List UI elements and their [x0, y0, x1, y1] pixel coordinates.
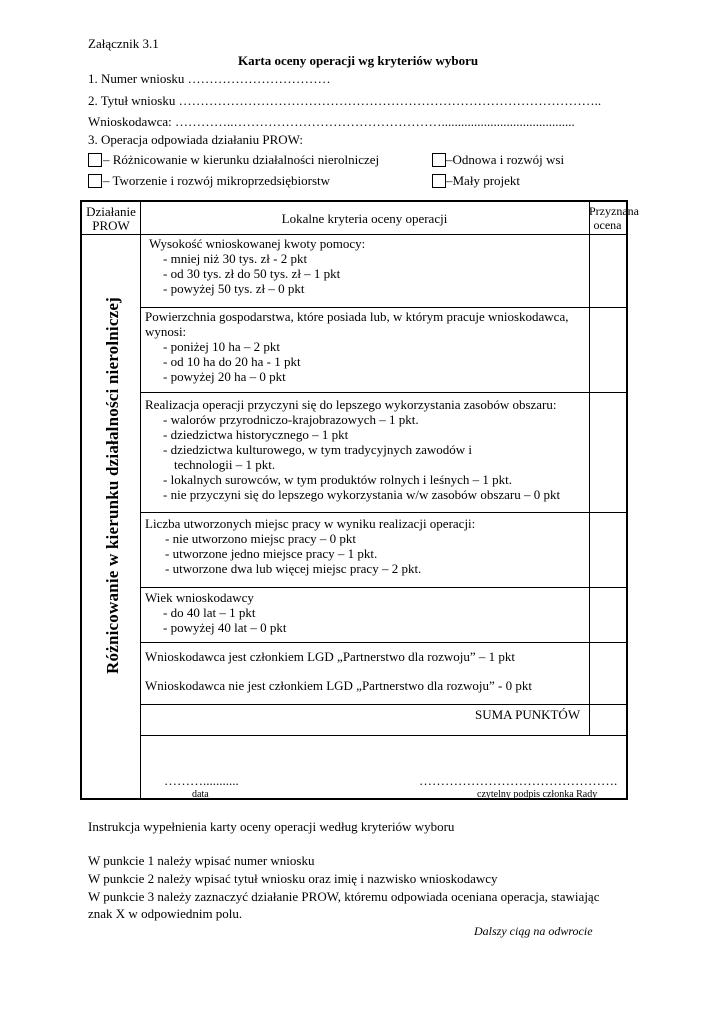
table-divider [140, 512, 626, 513]
evaluation-table [80, 200, 639, 800]
continued-note: Dalszy ciąg na odwrocie [474, 924, 593, 938]
page-title: Karta oceny operacji wg kryteriów wyboru [238, 53, 479, 68]
criterion-amount-title: Wysokość wnioskowanej kwoty pomocy: [149, 236, 366, 251]
criterion-option: - od 30 tys. zł do 50 tys. zł – 1 pkt [163, 266, 341, 281]
header-score-l1: Przyznana [589, 204, 639, 218]
criterion-area-title: Powierzchnia gospodarstwa, które posiada lub, w którym pracuje wnioskodawca, [145, 309, 569, 324]
side-label: Różnicowanie w kierunku działalności nierolniczej [102, 296, 122, 674]
criterion-option: - nie utworzono miejsc pracy – 0 pkt [165, 531, 356, 546]
request-title-line[interactable]: 2. Tytuł wniosku …………………………………………………………………………………….. [88, 93, 602, 108]
criterion-age-title: Wiek wnioskodawcy [145, 590, 254, 605]
signature-field[interactable]: ………………………………………. [419, 773, 618, 788]
criterion-option: - utworzone dwa lub więcej miejsc pracy – 2 pkt. [165, 561, 422, 576]
criterion-option: - powyżej 20 ha – 0 pkt [163, 369, 286, 384]
criterion-option: - od 10 ha do 20 ha - 1 pkt [163, 354, 301, 369]
table-divider [140, 704, 626, 705]
sum-label: SUMA PUNKTÓW [475, 707, 581, 722]
criterion-option: - dziedzictwa kulturowego, w tym tradycyjnych zawodów i [163, 442, 473, 457]
criterion-option: - utworzone jedno miejsce pracy – 1 pkt. [165, 546, 378, 561]
option-mikro-label: – Tworzenie i rozwój mikroprzedsiębiorstw [103, 173, 331, 188]
criterion-option: - walorów przyrodniczo-krajobrazowych – 1 pkt. [163, 412, 419, 427]
criterion-resources-title: Realizacja operacji przyczyni się do lepszego wykorzystania zasobów obszaru: [145, 397, 557, 412]
signature-label: czytelny podpis członka Rady [477, 789, 598, 800]
criterion-option: - do 40 lat – 1 pkt [163, 605, 256, 620]
checkbox-roznicowanie[interactable] [88, 153, 102, 167]
option-maly-projekt-label: –Mały projekt [446, 173, 521, 188]
criterion-option: - powyżej 50 tys. zł – 0 pkt [163, 281, 305, 296]
criterion-lgd-nonmember: Wnioskodawca nie jest członkiem LGD „Partnerstwo dla rozwoju” - 0 pkt [145, 678, 532, 693]
header-action-l2: PROW [92, 218, 130, 233]
request-number-line[interactable]: 1. Numer wniosku …………………………… [88, 71, 331, 86]
table-divider [140, 307, 626, 308]
checkbox-odnowa[interactable] [432, 153, 446, 167]
attachment-label: Załącznik 3.1 [88, 36, 159, 51]
table-divider [140, 587, 626, 588]
instruction-p3-cont: znak X w odpowiednim polu. [88, 906, 243, 921]
criterion-jobs-title: Liczba utworzonych miejsc pracy w wyniku realizacji operacji: [145, 516, 476, 531]
header-criteria: Lokalne kryteria oceny operacji [281, 211, 448, 226]
checkbox-mikroprzedsiebiorstwa[interactable] [88, 174, 102, 188]
criterion-option: - lokalnych surowców, w tym produktów rolnych i leśnych – 1 pkt. [163, 472, 513, 487]
option-roznicowanie-label: – Różnicowanie w kierunku działalności nierolniczej [103, 152, 380, 167]
table-divider [140, 202, 141, 798]
instructions-title: Instrukcja wypełnienia karty oceny operacji według kryteriów wyboru [88, 819, 455, 834]
option-odnowa-label: –Odnowa i rozwój wsi [446, 152, 565, 167]
checkbox-maly-projekt[interactable] [432, 174, 446, 188]
criterion-area-title-cont: wynosi: [145, 324, 187, 339]
table-divider [82, 234, 626, 235]
table-divider [140, 735, 626, 736]
instruction-p3: W punkcie 3 należy zaznaczyć działanie PROW, któremu odpowiada oceniana operacja, stawiając [88, 889, 600, 904]
date-label: data [192, 789, 209, 800]
table-divider [140, 642, 626, 643]
criterion-lgd-member: Wnioskodawca jest członkiem LGD „Partnerstwo dla rozwoju” – 1 pkt [145, 649, 516, 664]
criterion-option: - poniżej 10 ha – 2 pkt [163, 339, 280, 354]
instruction-p1: W punkcie 1 należy wpisać numer wniosku [88, 853, 315, 868]
table-divider [140, 392, 626, 393]
criterion-option: - mniej niż 30 tys. zł - 2 pkt [163, 251, 308, 266]
criterion-option: - powyżej 40 lat – 0 pkt [163, 620, 287, 635]
side-label-container [84, 235, 140, 735]
criterion-option: - nie przyczyni się do lepszego wykorzystania w/w zasobów obszaru – 0 pkt [163, 487, 561, 502]
applicant-line[interactable]: Wnioskodawca: …………..…………………………………………......................................... [88, 114, 575, 129]
criterion-option: - dziedzictwa historycznego – 1 pkt [163, 427, 349, 442]
header-score-l2: ocena [593, 218, 622, 232]
prow-question: 3. Operacja odpowiada działaniu PROW: [88, 132, 304, 147]
criterion-option-cont: technologii – 1 pkt. [174, 457, 276, 472]
date-field[interactable]: ………........... [164, 773, 239, 788]
instruction-p2: W punkcie 2 należy wpisać tytuł wniosku oraz imię i nazwisko wnioskodawcy [88, 871, 498, 886]
table-divider [589, 202, 590, 735]
header-action-l1: Działanie [86, 204, 136, 219]
